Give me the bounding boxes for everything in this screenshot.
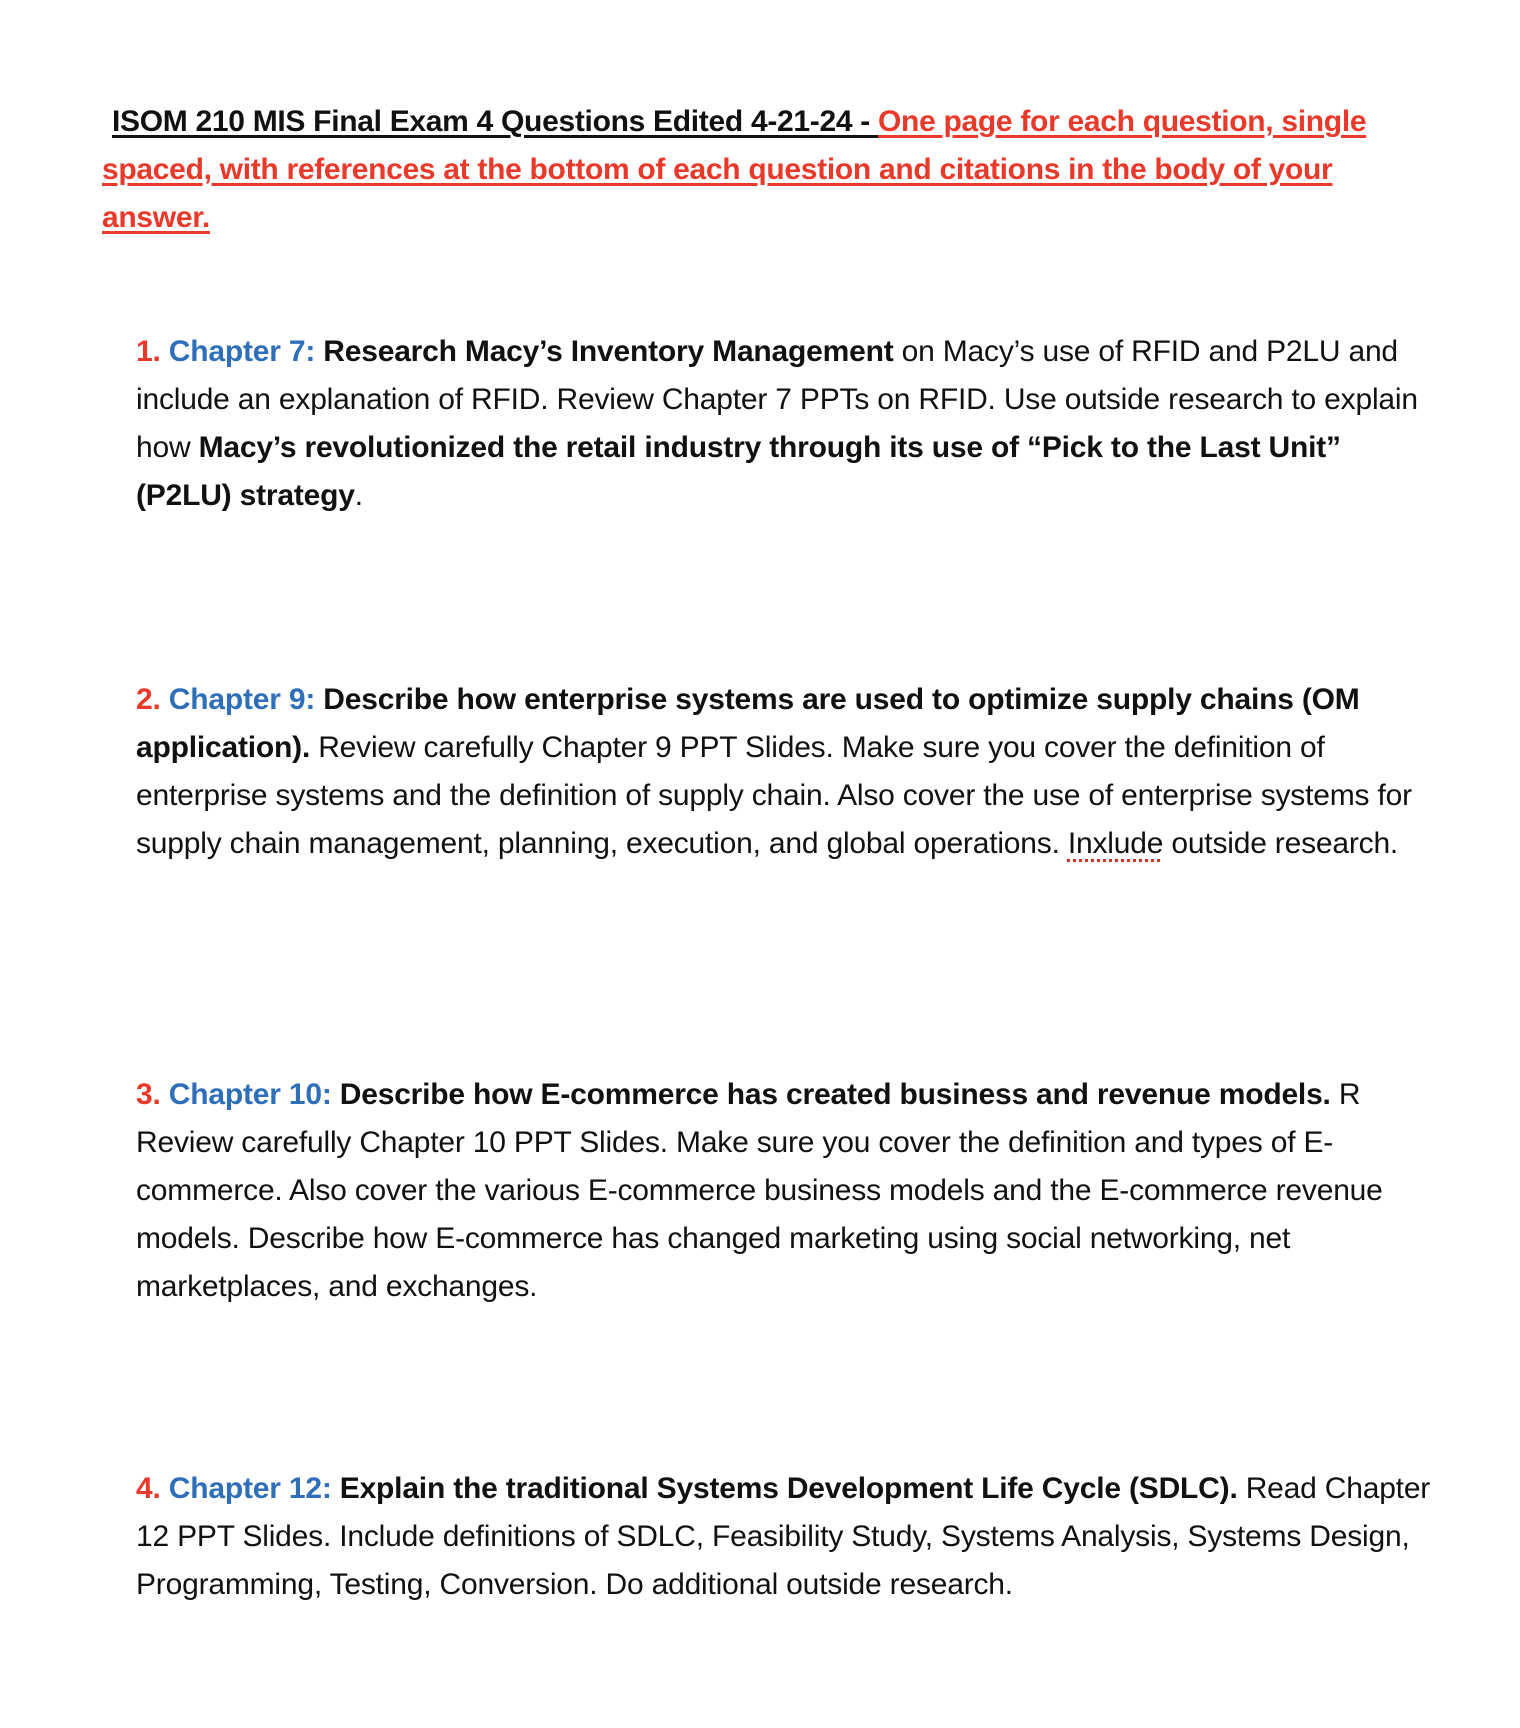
question-3 bbox=[136, 1071, 1436, 1311]
question-number: 1. bbox=[136, 335, 161, 368]
question-chapter: Chapter 9: bbox=[168, 683, 316, 716]
question-chapter: Chapter 10: bbox=[168, 1078, 332, 1111]
exam-instructions: One page for each question, single spaced, with references at the bottom of each question and citations in the body of your answer. bbox=[102, 105, 1367, 234]
question-topic: Describe how enterprise systems are used to optimize supply chains (OM application). bbox=[136, 683, 1360, 764]
question-topic: Research Macy’s Inventory Management bbox=[323, 335, 894, 368]
question-chapter: Chapter 7: bbox=[168, 335, 316, 368]
question-chapter: Chapter 12: bbox=[168, 1472, 332, 1505]
question-number: 2. bbox=[136, 683, 161, 716]
question-topic: Describe how E-commerce has created business and revenue models. bbox=[339, 1078, 1331, 1111]
question-1 bbox=[136, 328, 1436, 520]
question-text: Review carefully Chapter 9 PPT Slides. Make sure you cover the definition of enterprise systems and the definition of supply chain. Also cover the use of enterprise systems for supply chain management, planning, execution, and global operations. bbox=[136, 731, 1412, 860]
misspelled-word: Inxlude bbox=[1067, 827, 1164, 860]
question-number: 3. bbox=[136, 1078, 161, 1111]
question-text: on Macy’s use of RFID and P2LU and include an explanation of RFID. Review Chapter 7 PPTs on RFID. Use outside research to explain how bbox=[136, 335, 1418, 464]
question-4 bbox=[136, 1465, 1436, 1609]
question-2 bbox=[136, 676, 1436, 868]
question-number: 4. bbox=[136, 1472, 161, 1505]
exam-header bbox=[102, 98, 1432, 242]
question-topic: Explain the traditional Systems Development Life Cycle (SDLC). bbox=[339, 1472, 1238, 1505]
question-text-end: outside research. bbox=[1163, 827, 1399, 860]
question-emphasis: Macy’s revolutionized the retail industry through its use of “Pick to the Last Unit” (P2LU) strategy bbox=[136, 431, 1341, 512]
exam-title: ISOM 210 MIS Final Exam 4 Questions Edited 4-21-24 - bbox=[112, 105, 879, 138]
question-text-end: . bbox=[354, 479, 363, 512]
question-text: R Review carefully Chapter 10 PPT Slides. Make sure you cover the definition and types of E-commerce. Also cover the various E-commerce business models and the E-commerce revenue models. Describe how E-commerce has changed marketing using social networking, net marketplaces, and exchanges. bbox=[136, 1078, 1383, 1303]
question-text: Read Chapter 12 PPT Slides. Include definitions of SDLC, Feasibility Study, Systems Analysis, Systems Design, Programming, Testing, Conversion. Do additional outside research. bbox=[136, 1472, 1431, 1601]
